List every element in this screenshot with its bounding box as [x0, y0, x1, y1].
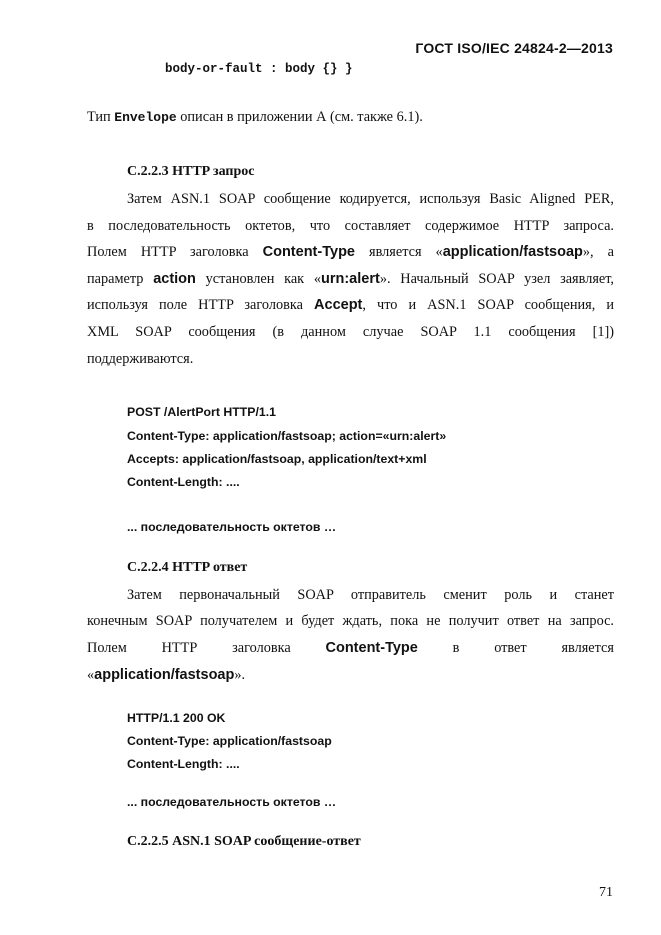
http-response-line: Content-Type: application/fastsoap — [127, 734, 332, 748]
http-response-line: HTTP/1.1 200 OK — [127, 711, 226, 725]
para-line: конечным SOAP получателем и будет ждать, пока не получит ответ на запрос. — [87, 613, 614, 629]
octets-line: ... последовательность октетов … — [127, 795, 337, 809]
http-response-line: Content-Length: .... — [127, 757, 240, 771]
para-line: Полем HTTP заголовка Content-Type является «application/fastsoap», а — [87, 244, 614, 260]
para-line: «application/fastsoap». — [87, 667, 246, 683]
keyword: action — [153, 271, 196, 287]
para-line: XML SOAP сообщения (в данном случае SOAP 1.1 сообщения [1]) — [87, 324, 614, 340]
keyword: application/fastsoap — [442, 244, 583, 260]
para-line: поддерживаются. — [87, 351, 194, 367]
keyword: urn:alert — [321, 271, 380, 287]
para-line: Затем первоначальный SOAP отправитель сменит роль и станет — [127, 587, 614, 603]
standard-header: ГОСТ ISO/IEC 24824-2—2013 — [415, 40, 613, 56]
http-request-line: POST /AlertPort HTTP/1.1 — [127, 405, 276, 419]
http-request-line: Content-Type: application/fastsoap; action=«urn:alert» — [127, 429, 447, 443]
http-request-line: Accepts: application/fastsoap, application/text+xml — [127, 452, 427, 466]
para-line: Полем HTTP заголовка Content-Type в ответ является — [87, 640, 614, 656]
http-request-line: Content-Length: .... — [127, 475, 240, 489]
keyword: Accept — [314, 297, 363, 313]
envelope-paragraph: Тип Envelope описан в приложении А (см. также 6.1). — [87, 109, 423, 125]
keyword: Content-Type — [262, 244, 355, 260]
keyword: Content-Type — [325, 640, 418, 656]
page-number: 71 — [599, 885, 613, 900]
section-heading-asn1-response: С.2.2.5 ASN.1 SOAP сообщение-ответ — [127, 834, 361, 849]
asn1-code-line: body-or-fault : body {} } — [165, 62, 353, 76]
para-line: Затем ASN.1 SOAP сообщение кодируется, используя Basic Aligned PER, — [127, 191, 614, 207]
para-line: параметр action установлен как «urn:alert». Начальный SOAP узел заявляет, — [87, 271, 615, 287]
octets-line: ... последовательность октетов … — [127, 520, 337, 534]
envelope-term: Envelope — [114, 110, 177, 125]
keyword: application/fastsoap — [94, 667, 235, 683]
para-line: используя поле HTTP заголовка Accept, что и ASN.1 SOAP сообщения, и — [87, 297, 614, 313]
section-heading-http-response: С.2.2.4 HTTP ответ — [127, 560, 248, 575]
section-heading-http-request: С.2.2.3 HTTP запрос — [127, 164, 255, 179]
para-line: в последовательность октетов, что составляет содержимое HTTP запроса. — [87, 218, 614, 234]
